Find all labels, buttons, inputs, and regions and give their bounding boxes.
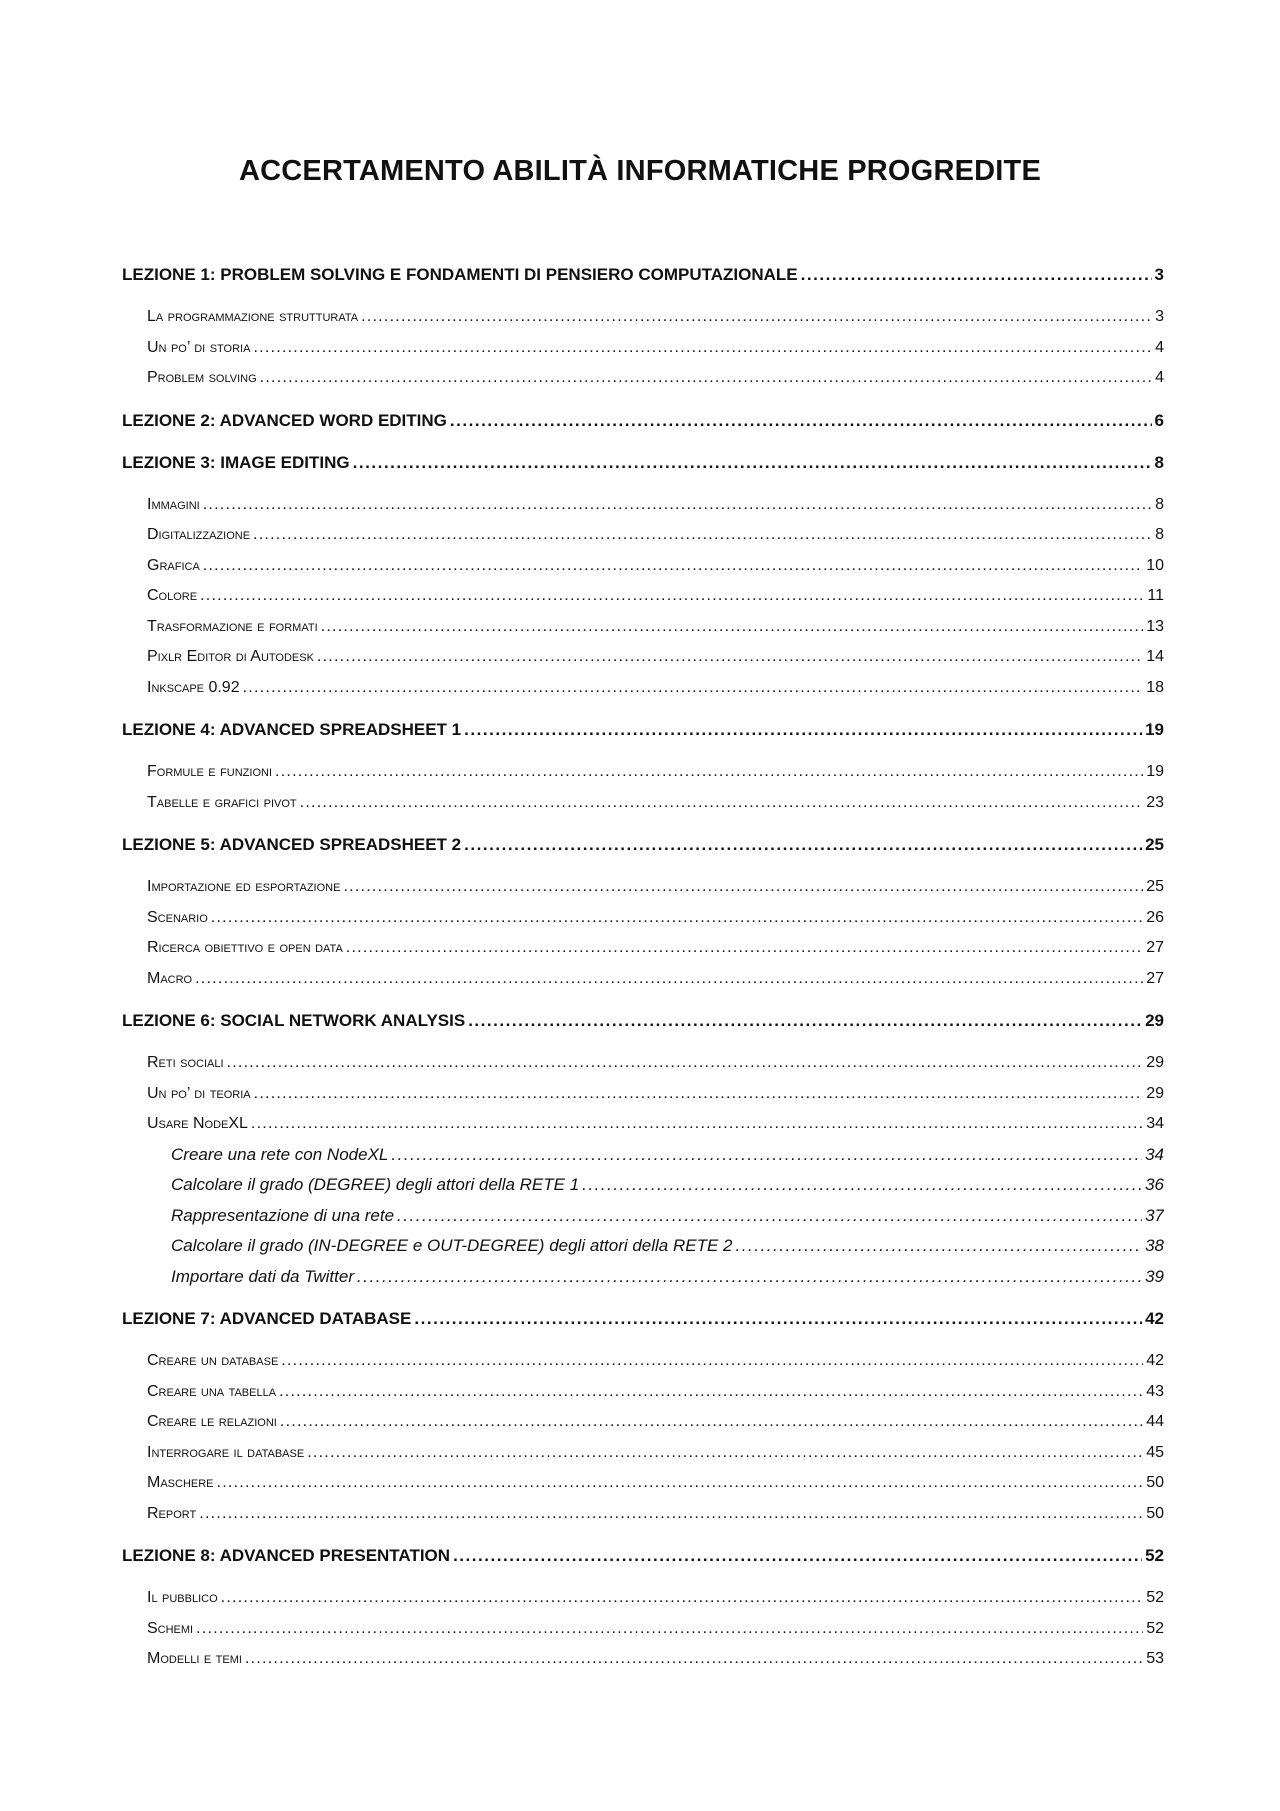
toc-entry-title: Modelli e temi [147, 1650, 242, 1667]
toc-page-number: 27 [1146, 969, 1164, 987]
toc-dot-leader [279, 1377, 1143, 1408]
toc-entry-title: Calcolare il grado (DEGREE) degli attori della RETE 1 [171, 1175, 580, 1194]
toc-page-number: 8 [1154, 452, 1164, 472]
toc-section-entry[interactable] [122, 333, 1164, 364]
toc-lesson-entry[interactable] [122, 1541, 1164, 1571]
toc-page-number: 25 [1145, 835, 1164, 854]
toc-entry-title: Inkscape 0.92 [147, 678, 240, 696]
toc-page-number: 34 [1145, 1144, 1164, 1164]
toc-entry-title: Interrogare il database [147, 1443, 305, 1461]
toc-section-entry[interactable] [122, 788, 1164, 819]
toc-dot-leader [801, 260, 1152, 290]
toc-entry-title: Trasformazione e formati [147, 617, 318, 635]
toc-page-number: 42 [1145, 1309, 1164, 1328]
toc-page-number: 19 [1146, 763, 1164, 780]
toc-entry-title: LEZIONE 8: ADVANCED PRESENTATION [122, 1546, 451, 1565]
toc-entry-title: Rappresentazione di una rete [171, 1205, 395, 1225]
toc-entry-title: LEZIONE 6: SOCIAL NETWORK ANALYSIS [122, 1011, 466, 1030]
toc-page-number: 4 [1155, 338, 1164, 356]
toc-dot-leader [453, 1541, 1142, 1571]
document-title: ACCERTAMENTO ABILITÀ INFORMATICHE PROGREDITE [239, 155, 1041, 187]
toc-entry-title: Problem solving [147, 369, 257, 386]
toc-entry-title: Creare le relazioni [147, 1413, 277, 1430]
toc-entry-title: Reti sociali [147, 1054, 224, 1071]
toc-section-entry[interactable] [122, 1644, 1164, 1675]
toc-lesson-entry[interactable] [122, 830, 1164, 860]
toc-dot-leader [397, 1201, 1142, 1232]
toc-dot-leader [280, 1407, 1143, 1438]
toc-page-number: 42 [1146, 1352, 1164, 1369]
toc-entry-title: LEZIONE 3: IMAGE EDITING [122, 452, 350, 472]
toc-subsection-entry[interactable] [122, 1231, 1164, 1262]
toc-dot-leader [217, 1468, 1144, 1499]
toc-dot-leader [253, 333, 1152, 364]
toc-dot-leader [227, 1048, 1144, 1079]
toc-dot-leader [253, 520, 1152, 551]
toc-entry-title: Colore [147, 587, 198, 604]
toc-section-entry[interactable] [122, 673, 1164, 704]
toc-section-entry[interactable] [122, 964, 1164, 995]
toc-entry-title: Tabelle e grafici pivot [147, 793, 297, 811]
table-of-contents [122, 260, 1164, 1675]
toc-section-entry[interactable] [122, 872, 1164, 903]
toc-entry-title: LEZIONE 5: ADVANCED SPREADSHEET 2 [122, 835, 462, 854]
toc-page-number: 45 [1146, 1443, 1164, 1461]
toc-entry-title: Importare dati da Twitter [171, 1266, 354, 1286]
toc-subsection-entry[interactable] [122, 1201, 1164, 1232]
toc-lesson-entry[interactable] [122, 448, 1164, 478]
toc-section-entry[interactable] [122, 1499, 1164, 1530]
toc-page-number: 13 [1146, 617, 1164, 635]
toc-section-entry[interactable] [122, 642, 1164, 673]
toc-lesson-entry[interactable] [122, 715, 1164, 745]
toc-page-number: 36 [1145, 1175, 1164, 1194]
toc-section-entry[interactable] [122, 1048, 1164, 1079]
toc-entry-title: Importazione ed esportazione [147, 878, 341, 895]
toc-entry-title: Report [147, 1504, 197, 1522]
toc-dot-leader [450, 406, 1152, 436]
toc-page-number: 8 [1155, 526, 1164, 543]
toc-page-number: 27 [1146, 939, 1164, 956]
toc-dot-leader [254, 1079, 1144, 1110]
toc-dot-leader [211, 903, 1143, 934]
toc-entry-title: Un po’ di teoria [147, 1084, 251, 1102]
toc-section-entry[interactable] [122, 1438, 1164, 1469]
toc-page-number: 8 [1155, 495, 1164, 513]
toc-section-entry[interactable] [122, 1468, 1164, 1499]
toc-entry-title: Il pubblico [147, 1589, 218, 1606]
toc-dot-leader [221, 1583, 1144, 1614]
toc-page-number: 44 [1146, 1413, 1164, 1430]
toc-dot-leader [203, 551, 1143, 582]
toc-section-entry[interactable] [122, 1377, 1164, 1408]
toc-dot-leader [196, 1614, 1143, 1645]
toc-dot-leader [343, 872, 1143, 903]
toc-dot-leader [468, 1006, 1142, 1036]
toc-page-number: 6 [1154, 410, 1164, 430]
toc-page-number: 4 [1155, 369, 1164, 386]
toc-section-entry[interactable] [122, 490, 1164, 521]
toc-entry-title: Digitalizzazione [147, 526, 251, 543]
toc-subsection-entry[interactable] [122, 1262, 1164, 1293]
toc-dot-leader [200, 581, 1144, 612]
toc-section-entry[interactable] [122, 581, 1164, 612]
toc-dot-leader [199, 1499, 1143, 1530]
toc-dot-leader [353, 448, 1152, 478]
toc-entry-title: LEZIONE 1: PROBLEM SOLVING E FONDAMENTI DI PENSIERO COMPUTAZIONALE [122, 265, 798, 284]
toc-page-number: 34 [1146, 1115, 1164, 1132]
toc-section-entry[interactable] [122, 1583, 1164, 1614]
toc-entry-title: Creare un database [147, 1352, 279, 1369]
toc-section-entry[interactable] [122, 1614, 1164, 1645]
toc-page-number: 29 [1145, 1011, 1164, 1030]
toc-entry-title: Calcolare il grado (IN-DEGREE e OUT-DEGREE) degli attori della RETE 2 [171, 1236, 733, 1255]
toc-section-entry[interactable] [122, 903, 1164, 934]
toc-dot-leader [260, 363, 1152, 394]
toc-entry-title: Usare NodeXL [147, 1115, 248, 1132]
toc-section-entry[interactable] [122, 757, 1164, 788]
toc-page-number: 23 [1146, 793, 1164, 811]
toc-page-number: 43 [1146, 1382, 1164, 1400]
toc-lesson-entry[interactable] [122, 406, 1164, 436]
toc-dot-leader [245, 1644, 1143, 1675]
toc-lesson-entry[interactable] [122, 1006, 1164, 1036]
toc-page-number: 14 [1146, 648, 1164, 665]
toc-entry-title: LEZIONE 2: ADVANCED WORD EDITING [122, 410, 447, 430]
toc-section-entry[interactable] [122, 612, 1164, 643]
toc-section-entry[interactable] [122, 302, 1164, 333]
toc-dot-leader [317, 642, 1143, 673]
toc-section-entry[interactable] [122, 1109, 1164, 1140]
toc-entry-title: Schemi [147, 1619, 194, 1637]
toc-dot-leader [464, 715, 1142, 745]
toc-section-entry[interactable] [122, 520, 1164, 551]
toc-page-number: 19 [1145, 720, 1164, 739]
toc-dot-leader [321, 612, 1144, 643]
toc-page-number: 29 [1146, 1084, 1164, 1102]
toc-entry-title: Scenario [147, 908, 208, 926]
toc-page-number: 52 [1145, 1546, 1164, 1565]
toc-entry-title: Pixlr Editor di Autodesk [147, 648, 314, 665]
toc-entry-title: La programmazione strutturata [147, 308, 359, 325]
toc-entry-title: LEZIONE 4: ADVANCED SPREADSHEET 1 [122, 720, 462, 739]
toc-entry-title: Maschere [147, 1474, 214, 1491]
toc-page-number: 52 [1146, 1589, 1164, 1606]
toc-lesson-entry[interactable] [122, 1304, 1164, 1334]
toc-page-number: 11 [1147, 587, 1164, 604]
toc-section-entry[interactable] [122, 363, 1164, 394]
toc-dot-leader [464, 830, 1142, 860]
toc-page-number: 26 [1146, 908, 1164, 926]
toc-entry-title: Immagini [147, 495, 200, 513]
toc-page-number: 38 [1145, 1236, 1164, 1255]
toc-entry-title: Macro [147, 969, 193, 987]
toc-dot-leader [361, 302, 1152, 333]
toc-page-number: 3 [1155, 308, 1164, 325]
toc-page-number: 29 [1146, 1054, 1164, 1071]
toc-page-number: 50 [1146, 1504, 1164, 1522]
toc-section-entry[interactable] [122, 1346, 1164, 1377]
toc-dot-leader [243, 673, 1144, 704]
toc-entry-title: LEZIONE 7: ADVANCED DATABASE [122, 1309, 412, 1328]
toc-dot-leader [307, 1438, 1143, 1469]
toc-dot-leader [203, 490, 1152, 521]
toc-entry-title: Formule e funzioni [147, 763, 273, 780]
toc-dot-leader [346, 933, 1143, 964]
toc-entry-title: Grafica [147, 556, 200, 574]
toc-dot-leader [391, 1140, 1142, 1171]
toc-section-entry[interactable] [122, 1407, 1164, 1438]
toc-subsection-entry[interactable] [122, 1170, 1164, 1201]
toc-lesson-entry[interactable] [122, 260, 1164, 290]
toc-dot-leader [736, 1231, 1143, 1262]
toc-dot-leader [251, 1109, 1143, 1140]
toc-page-number: 53 [1146, 1650, 1164, 1667]
toc-dot-leader [414, 1304, 1142, 1334]
toc-section-entry[interactable] [122, 933, 1164, 964]
toc-page-number: 10 [1146, 556, 1164, 574]
toc-subsection-entry[interactable] [122, 1140, 1164, 1171]
toc-page-number: 50 [1146, 1474, 1164, 1491]
toc-page-number: 18 [1146, 678, 1164, 696]
toc-page-number: 39 [1145, 1266, 1164, 1286]
toc-dot-leader [582, 1170, 1142, 1201]
toc-dot-leader [281, 1346, 1143, 1377]
toc-section-entry[interactable] [122, 1079, 1164, 1110]
toc-entry-title: Creare una rete con NodeXL [171, 1144, 389, 1164]
toc-entry-title: Un po’ di storia [147, 338, 251, 356]
toc-page-number: 37 [1145, 1205, 1164, 1225]
toc-page-number: 25 [1146, 878, 1164, 895]
toc-dot-leader [300, 788, 1144, 819]
toc-entry-title: Creare una tabella [147, 1382, 277, 1400]
toc-section-entry[interactable] [122, 551, 1164, 582]
toc-entry-title: Ricerca obiettivo e open data [147, 939, 343, 956]
toc-dot-leader [275, 757, 1143, 788]
toc-dot-leader [195, 964, 1143, 995]
toc-page-number: 3 [1154, 265, 1164, 284]
toc-dot-leader [357, 1262, 1142, 1293]
toc-page-number: 52 [1146, 1619, 1164, 1637]
